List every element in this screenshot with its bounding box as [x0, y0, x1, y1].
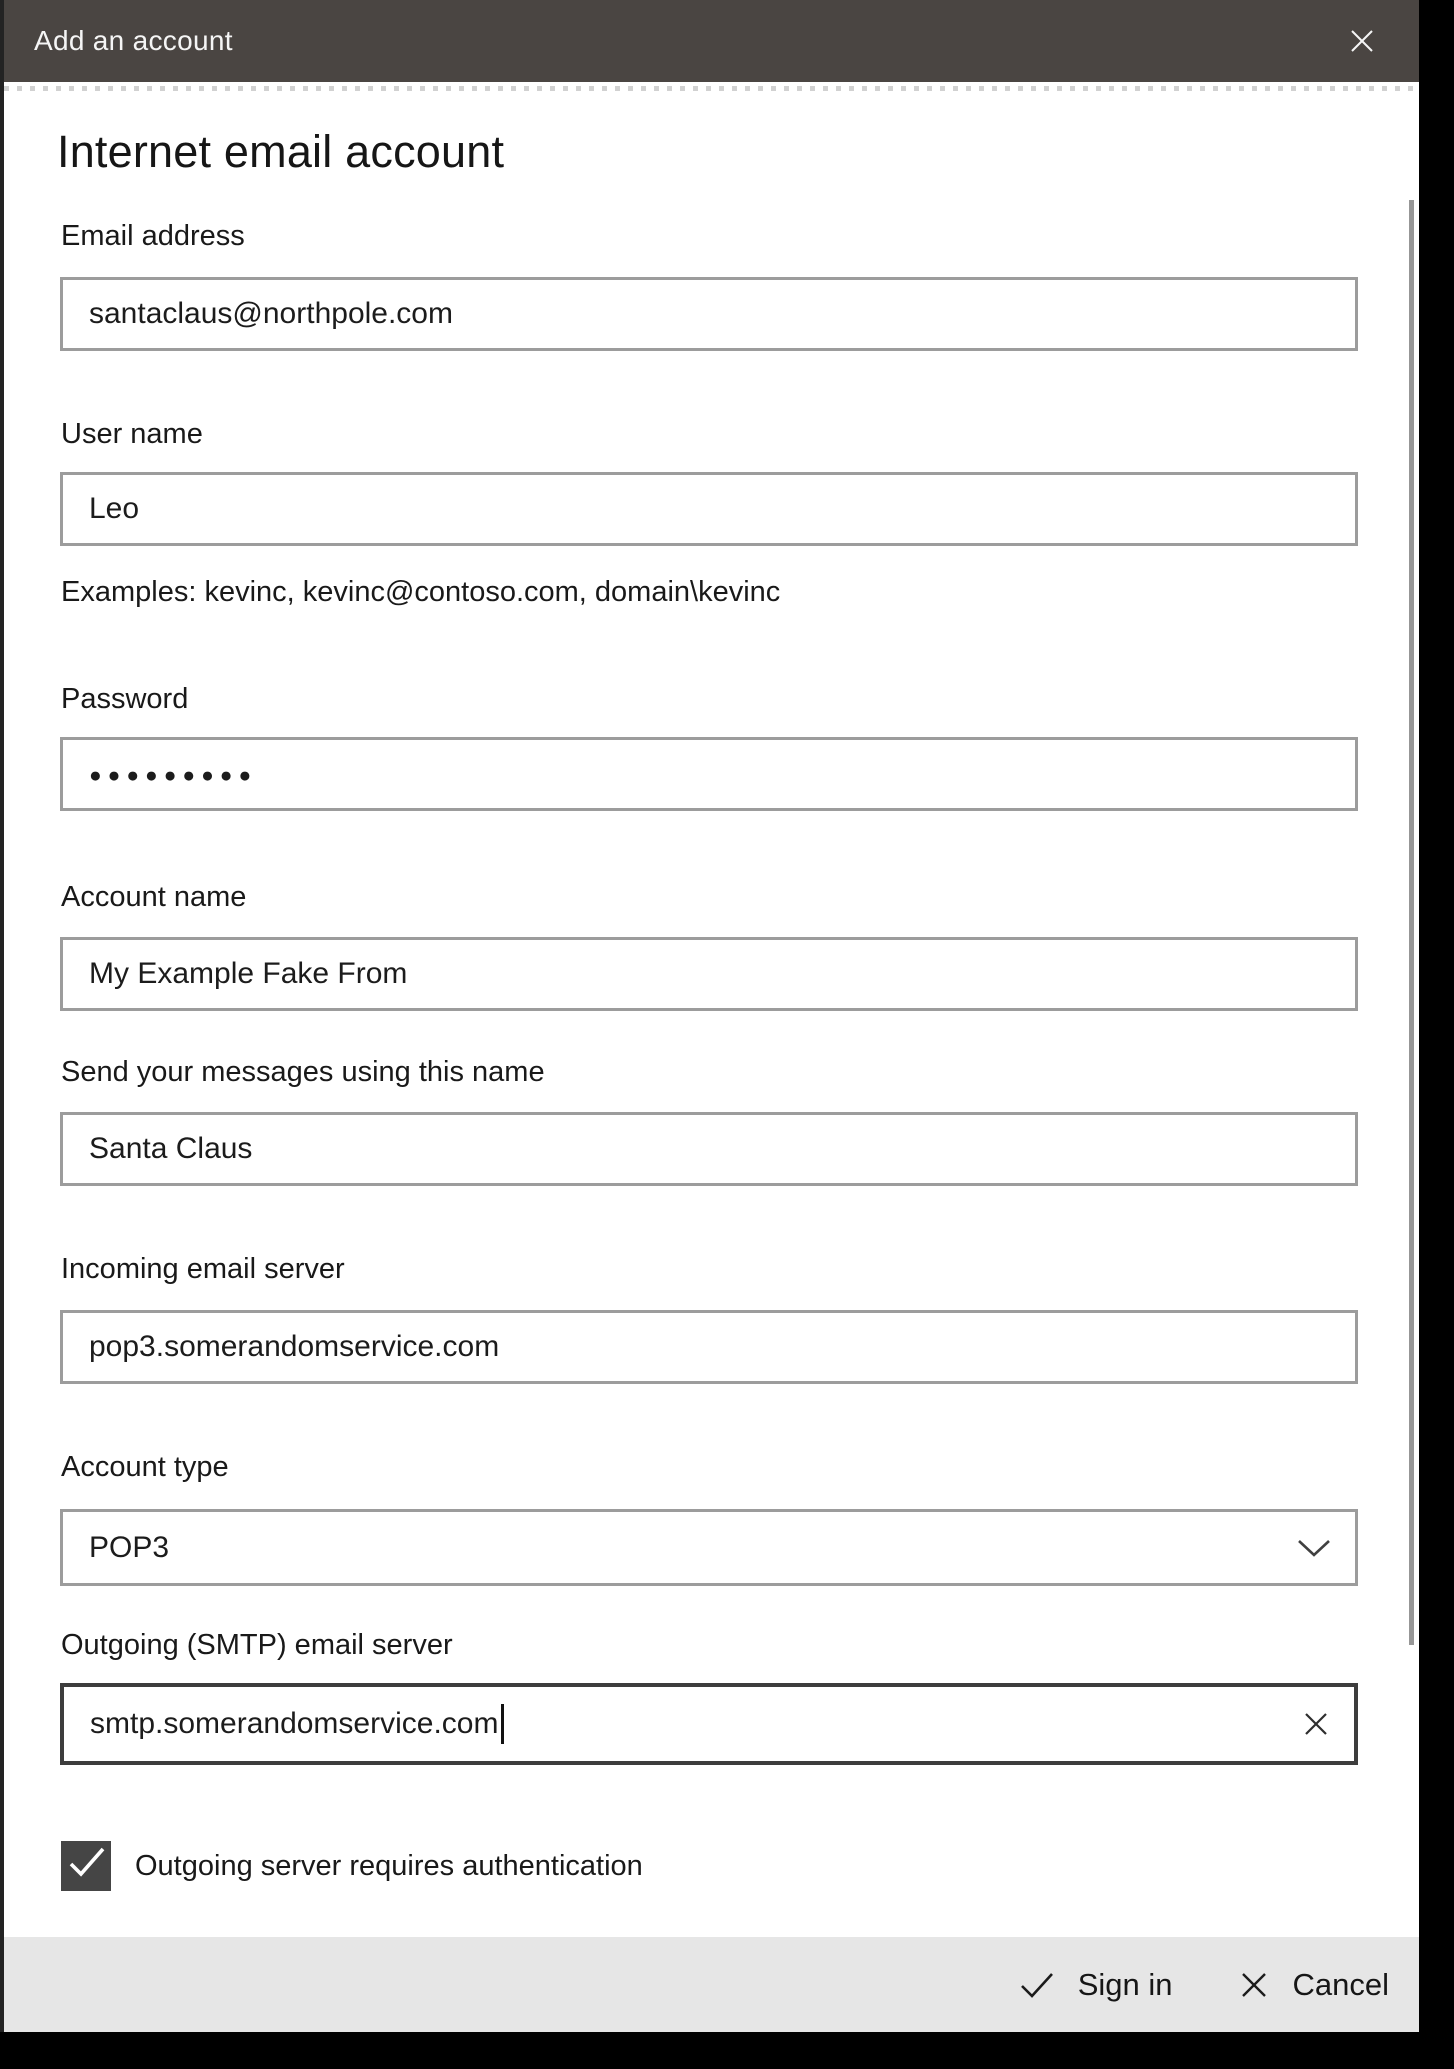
titlebar[interactable] — [0, 0, 1419, 82]
cancel-button[interactable] — [1237, 1961, 1392, 2009]
outgoing-server-textbox[interactable] — [60, 1683, 1358, 1765]
auth-checkbox[interactable] — [61, 1841, 111, 1891]
username-hint: Examples: kevinc, kevinc@contoso.com, domain\kevinc — [61, 576, 781, 608]
close-icon — [1348, 27, 1376, 55]
username-label: User name — [61, 418, 203, 450]
account-name-label: Account name — [61, 881, 247, 913]
account-type-label: Account type — [61, 1451, 229, 1483]
username-input[interactable] — [60, 472, 1358, 546]
cancel-label: Cancel — [1292, 1966, 1389, 2002]
chevron-down-icon — [1297, 1539, 1331, 1557]
outgoing-server-label: Outgoing (SMTP) email server — [61, 1629, 453, 1661]
checkmark-icon — [68, 1847, 106, 1879]
text-caret — [501, 1704, 504, 1744]
command-bar — [0, 1937, 1419, 2032]
email-label: Email address — [61, 220, 245, 252]
close-button[interactable] — [1322, 0, 1402, 82]
scrollbar-thumb[interactable] — [1409, 200, 1414, 1645]
clear-button[interactable] — [1292, 1700, 1340, 1748]
clear-icon — [1302, 1710, 1330, 1738]
sign-in-label: Sign in — [1077, 1966, 1173, 2002]
account-type-value: POP3 — [89, 1530, 170, 1564]
password-input[interactable] — [60, 737, 1358, 811]
display-name-input[interactable] — [60, 1112, 1358, 1186]
account-type-dropdown[interactable] — [60, 1509, 1358, 1586]
sign-in-button[interactable] — [1018, 1961, 1175, 2009]
account-name-input[interactable] — [60, 937, 1358, 1011]
email-input[interactable] — [60, 277, 1358, 351]
incoming-server-label: Incoming email server — [61, 1253, 345, 1285]
page-title: Internet email account — [57, 126, 505, 177]
window-left-border — [0, 0, 4, 2032]
incoming-server-input[interactable] — [60, 1310, 1358, 1384]
check-icon — [1020, 1971, 1054, 1999]
outgoing-server-value: smtp.somerandomservice.com — [90, 1707, 499, 1740]
x-icon — [1239, 1970, 1269, 2000]
focus-dotted-line — [4, 86, 1416, 91]
display-name-label: Send your messages using this name — [61, 1056, 545, 1088]
window-title: Add an account — [34, 25, 233, 56]
auth-checkbox-row — [61, 1840, 643, 1892]
auth-checkbox-label[interactable]: Outgoing server requires authentication — [135, 1849, 643, 1882]
password-label: Password — [61, 683, 189, 715]
